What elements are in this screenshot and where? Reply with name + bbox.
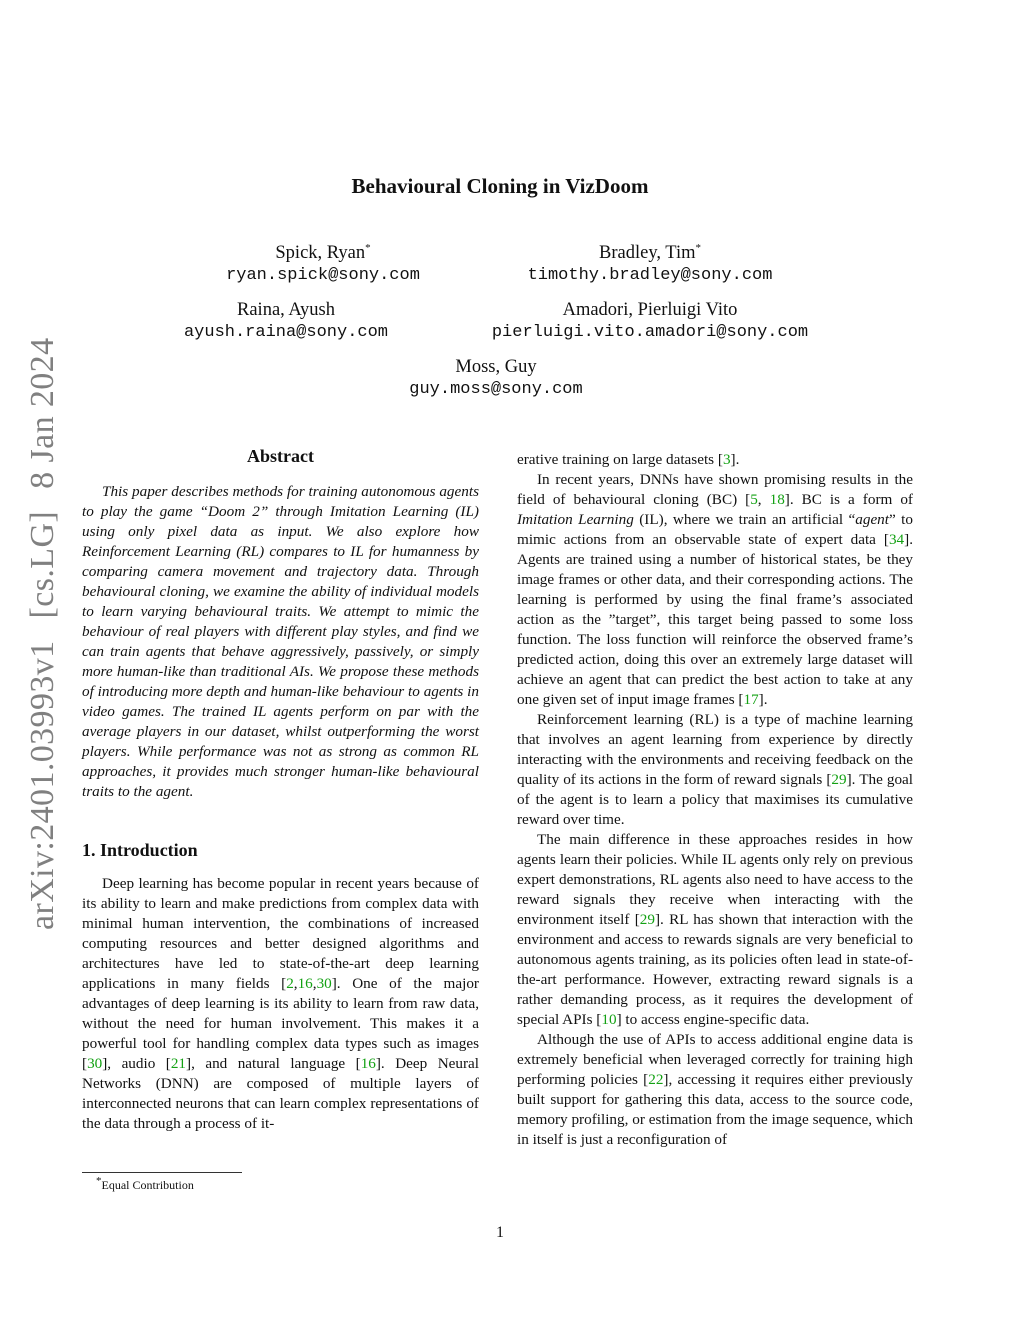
- author-email[interactable]: guy.moss@sony.com: [409, 380, 583, 399]
- citation-link[interactable]: 29: [831, 771, 847, 788]
- paper-title: Behavioural Cloning in VizDoom: [351, 174, 649, 198]
- citation-link[interactable]: 18: [769, 491, 785, 508]
- footnote-mark: *: [96, 1175, 102, 1187]
- author-email[interactable]: ryan.spick@sony.com: [226, 266, 420, 285]
- citation-link[interactable]: 30: [87, 1055, 103, 1072]
- author-block: [136, 298, 436, 344]
- author-name: Spick, Ryan: [275, 243, 366, 263]
- author-block: [460, 241, 840, 287]
- citation-link[interactable]: 21: [170, 1055, 187, 1072]
- arxiv-id: arXiv:2401.03993v1: [24, 640, 61, 930]
- citation-link[interactable]: 22: [648, 1071, 664, 1088]
- left-column: [82, 446, 479, 1134]
- abstract-text: This paper describes methods for training autonomous agents to play the game “Doom 2” through Imitation Learning (IL) using only pixel data as input. We also explore how Reinforcement Learning (RL) compares to IL for humanness by comparing camera movement and trajectory data. Through behavioural cloning, we examine the ability of individual models to learn varying behavioural traits. We attempt to mimic the behaviour of real players with different play styles, and find we can train agents that behave aggressively, passively, or simply more human-like than traditional AIs. We propose these methods of introducing more depth and human-like behaviour to agents in video games. The trained IL agents perform on par with the average players in our dataset, whilst outperforming the worst players. While performance was not as strong as common RL approaches, it provides much stronger human-like behavioural traits to the agent.: [82, 483, 479, 800]
- footnote-rule: [82, 1172, 242, 1173]
- author-name: Amadori, Pierluigi Vito: [562, 300, 738, 320]
- author-name: Moss, Guy: [455, 357, 537, 377]
- author-block: [173, 241, 473, 287]
- author-email[interactable]: timothy.bradley@sony.com: [527, 266, 773, 285]
- intro-paragraph: Deep learning has become popular in recent years because of its ability to learn and make predictions from complex data with minimal human intervention, the combinations of increased computing resources and better designed algorithms and architectures have led to state-of-the-art deep learning applications in many fields [2,16,30]. One of the major advantages of deep learning is its ability to learn from raw data, without the need for human involvement. This makes it a powerful tool for handling complex data types such as images [30], audio [21], and natural language [16]. Deep Neural Networks (DNN) are composed of multiple layers of interconnected neurons that can learn complex representations of the data through a process of it-: [82, 875, 480, 1132]
- citation-link[interactable]: 5: [750, 491, 758, 508]
- arxiv-category: [cs.LG]: [24, 510, 61, 619]
- author-block: [420, 298, 880, 344]
- body-paragraph: Although the use of APIs to access additional engine data is extremely beneficial when leveraged correctly for training high performing policies [22], accessing it requires either previously built support for gathering this data, access to the source code, memory profiling, or estimation from the image sequence, which in itself is just a reconfiguration of: [517, 1031, 913, 1148]
- author-block: [346, 355, 646, 401]
- footnote-text: Equal Contribution: [101, 1178, 194, 1192]
- section-heading: 1. Introduction: [82, 840, 198, 860]
- footnote: [96, 1175, 194, 1193]
- abstract-heading: Abstract: [247, 446, 314, 466]
- author-name: Raina, Ayush: [237, 300, 335, 320]
- citation-link[interactable]: 30: [316, 975, 332, 992]
- arxiv-date: 8 Jan 2024: [24, 337, 61, 489]
- author-email[interactable]: pierluigi.vito.amadori@sony.com: [491, 323, 809, 342]
- citation-link[interactable]: 10: [601, 1011, 617, 1028]
- citation-link[interactable]: 16: [297, 975, 313, 992]
- body-paragraph: Reinforcement learning (RL) is a type of machine learning that involves an agent learning from experience by directly interacting with the environments and receiving feedback on the quality of its actions in the form of reward signals [29]. The goal of the agent is to learn a policy that maximises its cumulative reward over time.: [517, 711, 914, 828]
- equal-contribution-mark: *: [695, 241, 701, 254]
- author-email[interactable]: ayush.raina@sony.com: [183, 323, 389, 342]
- citation-link[interactable]: 3: [722, 451, 731, 468]
- citation-link[interactable]: 34: [888, 531, 905, 548]
- citation-link[interactable]: 16: [360, 1055, 376, 1072]
- equal-contribution-mark: *: [365, 241, 371, 254]
- citation-link[interactable]: 2: [286, 975, 294, 992]
- body-paragraph: The main difference in these approaches resides in how agents learn their policies. While IL agents only rely on previous expert demonstrations, RL agents also need to have access to the reward signals they receive when interacting with the environment itself [29]. RL has shown that interaction with the environment and access to rewards signals are very beneficial to autonomous agents training, as its policies often lead in state-of-the-art performance. However, extracting reward signals is a rather demanding process, as it requires the development of special APIs [10] to access engine-specific data.: [517, 831, 913, 1028]
- citation-link[interactable]: 17: [743, 691, 759, 708]
- right-column: [517, 450, 913, 1150]
- page-number: 1: [496, 1224, 504, 1241]
- citation-link[interactable]: 29: [639, 911, 655, 928]
- author-name: Bradley, Tim: [599, 243, 696, 263]
- body-paragraph: In recent years, DNNs have shown promising results in the field of behavioural cloning (BC) [5, 18]. BC is a form of Imitation Learning (IL), where we train an artificial “agent” to mimic actions from an observable state of expert data [34]. Agents are trained using a number of historical states, be they image frames or other data, and their corresponding actions. The learning is performed by using the final frame’s associated action as the ”target”, this target being passed to some loss function. The loss function will reinforce the observed frame’s predicted action, doing this over an extremely large dataset will achieve an agent that can predict the best action to take at any one given set of input image frames [17].: [517, 471, 913, 708]
- arxiv-identifier: [24, 316, 62, 930]
- body-paragraph: erative training on large datasets [3].: [517, 451, 740, 468]
